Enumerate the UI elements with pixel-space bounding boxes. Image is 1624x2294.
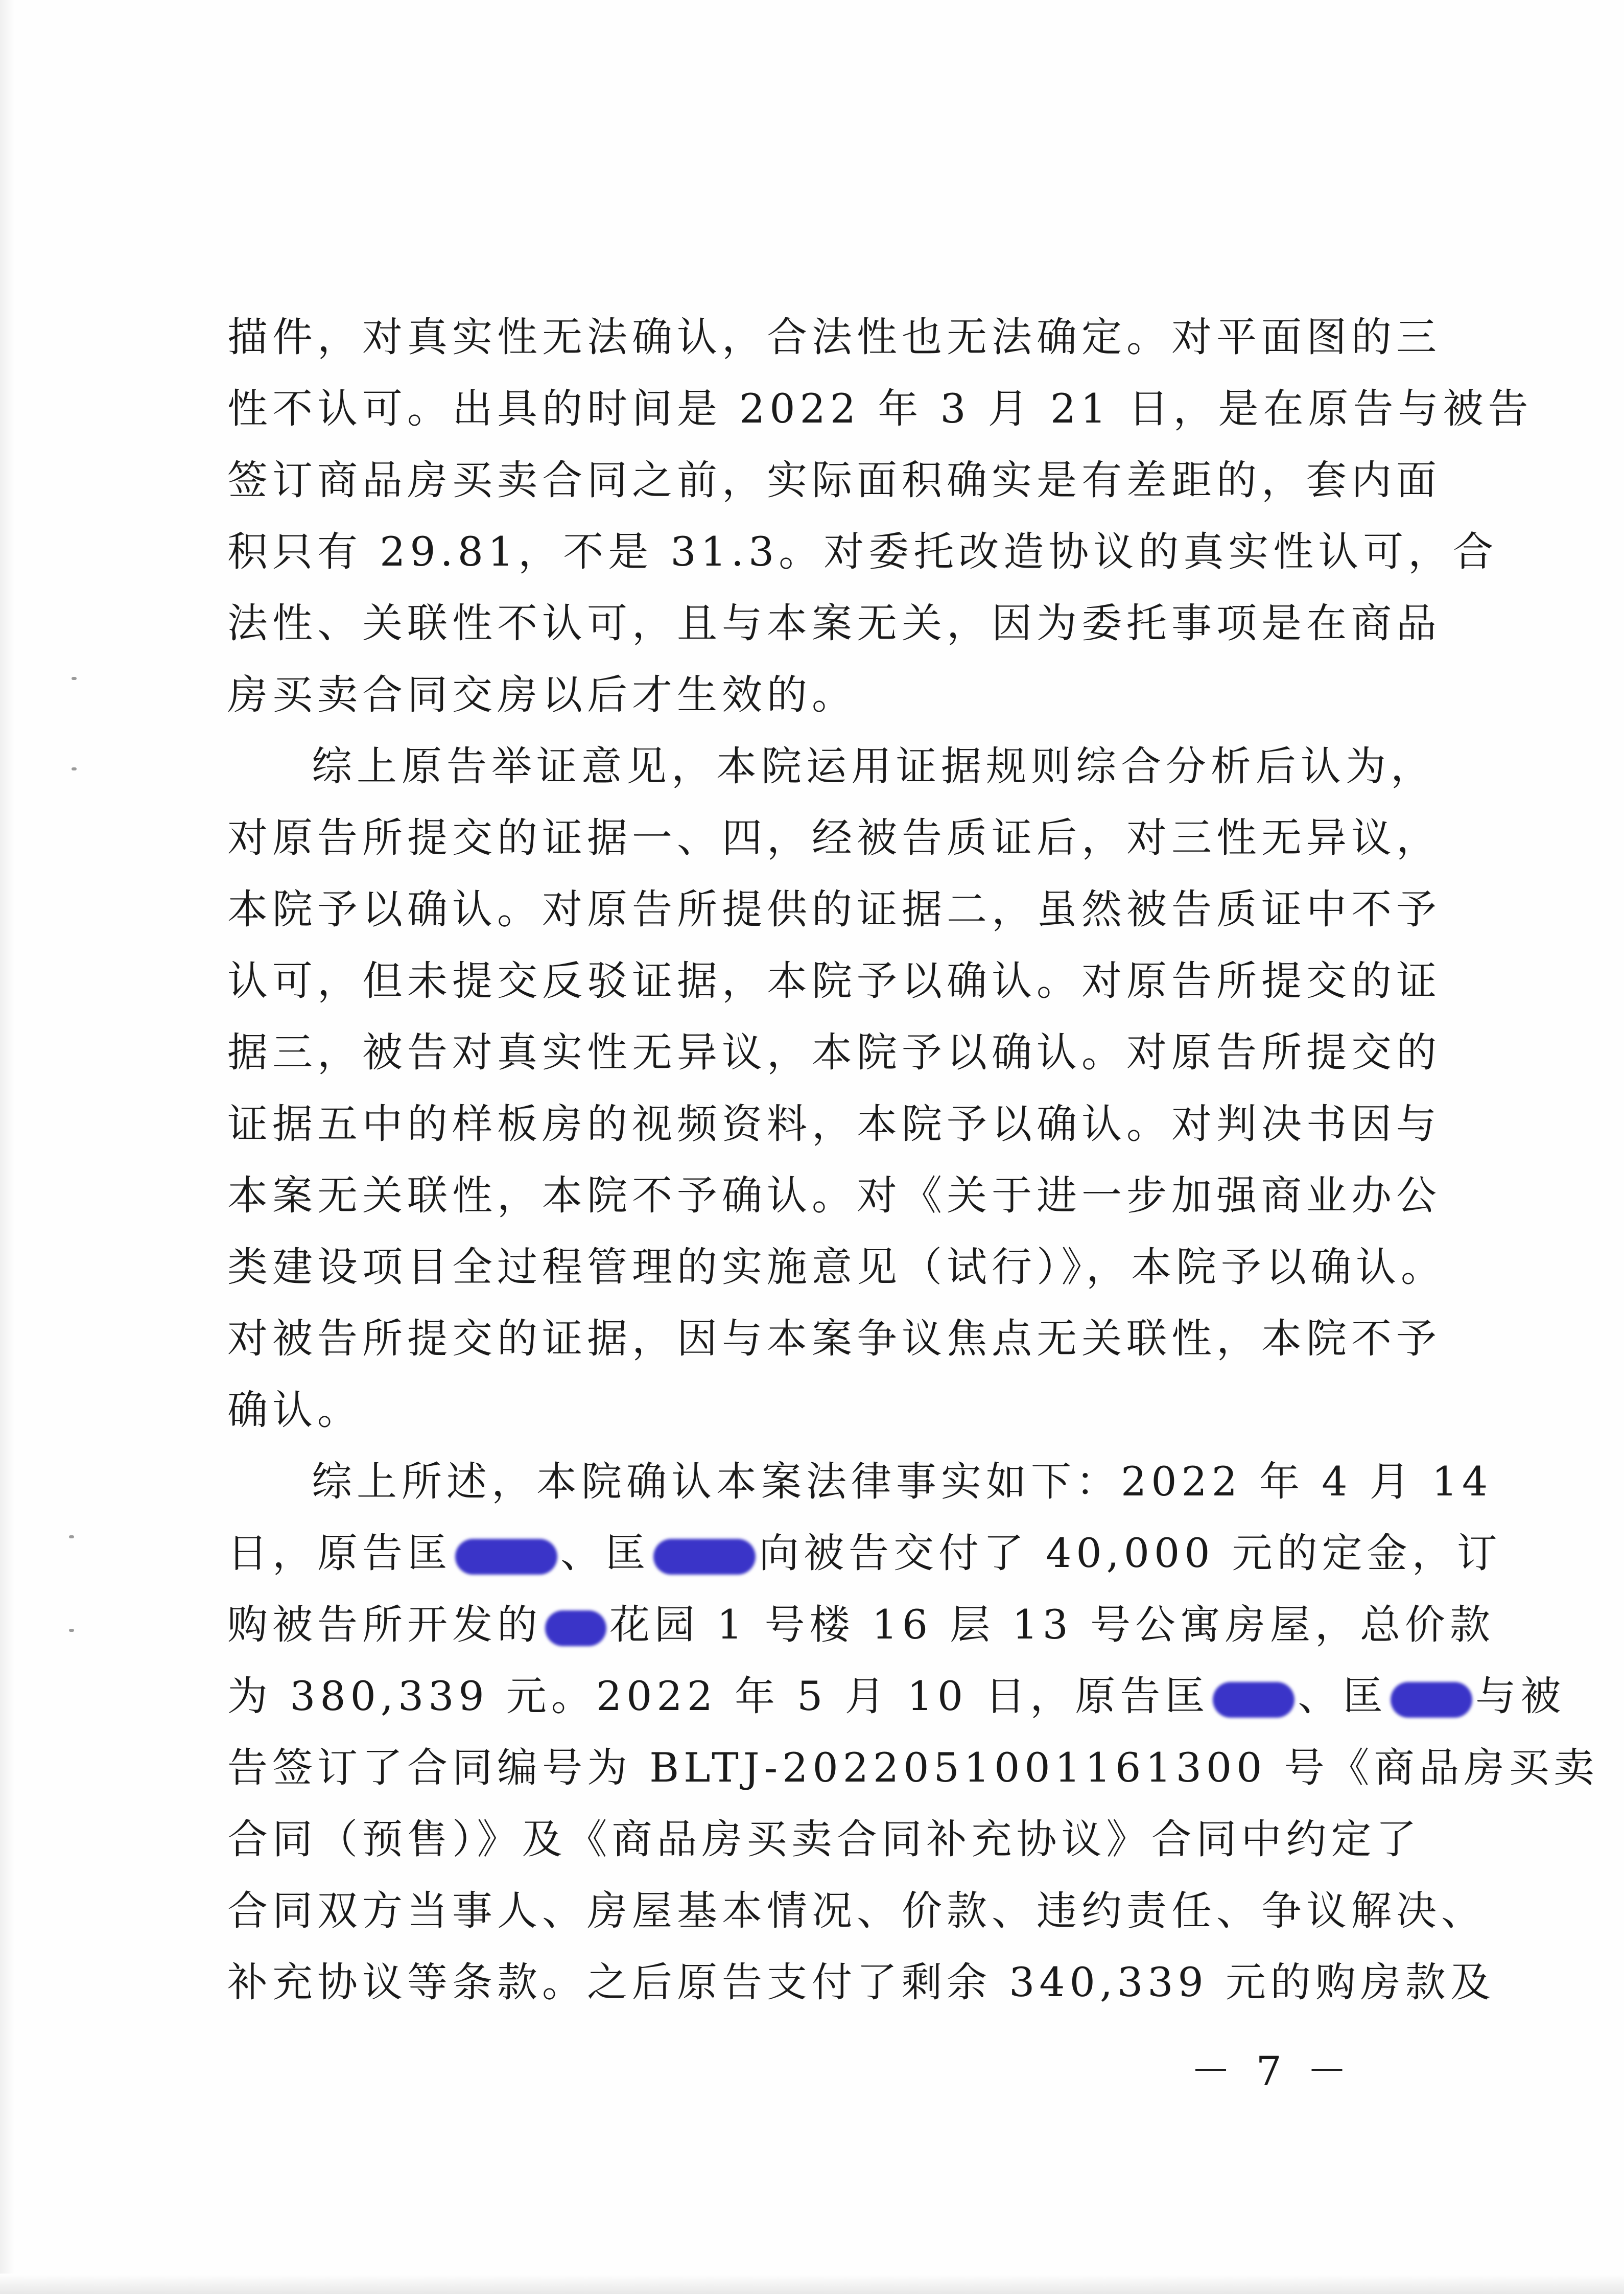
text-line: 本案无关联性，本院不予确认。对《关于进一步加强商业办公	[227, 1172, 1441, 1219]
text-line: 签订商品房买卖合同之前，实际面积确实是有差距的，套内面	[227, 457, 1441, 504]
redaction-mark	[455, 1539, 557, 1575]
text-segment: 、匡	[560, 1530, 650, 1577]
redaction-mark	[545, 1610, 606, 1646]
scan-mark	[69, 1535, 74, 1538]
text-line: 据三，被告对真实性无异议，本院予以确认。对原告所提交的	[227, 1029, 1441, 1076]
text-segment: 日，原告匡	[227, 1530, 452, 1577]
text-line: 告签订了合同编号为 BLTJ-2022051001161300 号《商品房买卖	[227, 1744, 1599, 1791]
text-line	[227, 1660, 1566, 1732]
text-segment: 向被告交付了 40,000 元的定金，订	[759, 1530, 1502, 1577]
text-line: 性不认可。出具的时间是 2022 年 3 月 21 日，是在原告与被告	[227, 385, 1533, 432]
text-segment: 与被	[1475, 1673, 1566, 1720]
text-line: 法性、关联性不认可，且与本案无关，因为委托事项是在商品	[227, 600, 1441, 647]
text-segment: 花园 1 号楼 16 层 13 号公寓房屋，总价款	[609, 1601, 1495, 1648]
paragraph-start-line: 综上所述，本院确认本案法律事实如下：2022 年 4 月 14	[312, 1458, 1493, 1505]
scan-mark	[72, 767, 77, 770]
judgment-body	[227, 301, 1599, 2018]
scan-mark	[69, 1629, 74, 1632]
text-segment: 为 380,339 元。2022 年 5 月 10 日，原告匡	[227, 1673, 1210, 1720]
redaction-mark	[653, 1539, 756, 1575]
text-line: 合同双方当事人、房屋基本情况、价款、违约责任、争议解决、	[227, 1887, 1486, 1934]
scan-mark	[72, 677, 77, 680]
text-line: 本院予以确认。对原告所提供的证据二，虽然被告质证中不予	[227, 886, 1441, 933]
text-line: 确认。	[227, 1387, 362, 1434]
text-line: 合同（预售）》及《商品房买卖合同补充协议》合同中约定了	[227, 1816, 1421, 1863]
text-line: 房买卖合同交房以后才生效的。	[227, 671, 857, 718]
paragraph-start-line: 综上原告举证意见，本院运用证据规则综合分析后认为，	[312, 743, 1435, 790]
text-line: 积只有 29.81，不是 31.3。对委托改造协议的真实性认可，合	[227, 528, 1498, 575]
scan-bottom-edge	[0, 2274, 1624, 2294]
text-segment: 、匡	[1298, 1673, 1388, 1720]
text-segment: 购被告所开发的	[227, 1601, 542, 1648]
text-line	[227, 1517, 1502, 1589]
scan-left-edge	[0, 0, 15, 2294]
text-line: 补充协议等条款。之后原告支付了剩余 340,339 元的购房款及	[227, 1959, 1495, 2006]
redaction-mark	[1391, 1682, 1472, 1718]
text-line: 证据五中的样板房的视频资料，本院予以确认。对判决书因与	[227, 1101, 1441, 1148]
text-line	[227, 1589, 1495, 1660]
text-line: 对被告所提交的证据，因与本案争议焦点无关联性，本院不予	[227, 1315, 1441, 1362]
text-line: 描件，对真实性无法确认，合法性也无法确定。对平面图的三	[227, 314, 1441, 361]
page-number: － 7 －	[1190, 2048, 1353, 2095]
redaction-mark	[1213, 1682, 1295, 1718]
text-line: 认可，但未提交反驳证据，本院予以确认。对原告所提交的证	[227, 957, 1441, 1004]
text-line: 类建设项目全过程管理的实施意见（试行）》，本院予以确认。	[227, 1244, 1446, 1291]
text-line: 对原告所提交的证据一、四，经被告质证后，对三性无异议，	[227, 814, 1441, 861]
